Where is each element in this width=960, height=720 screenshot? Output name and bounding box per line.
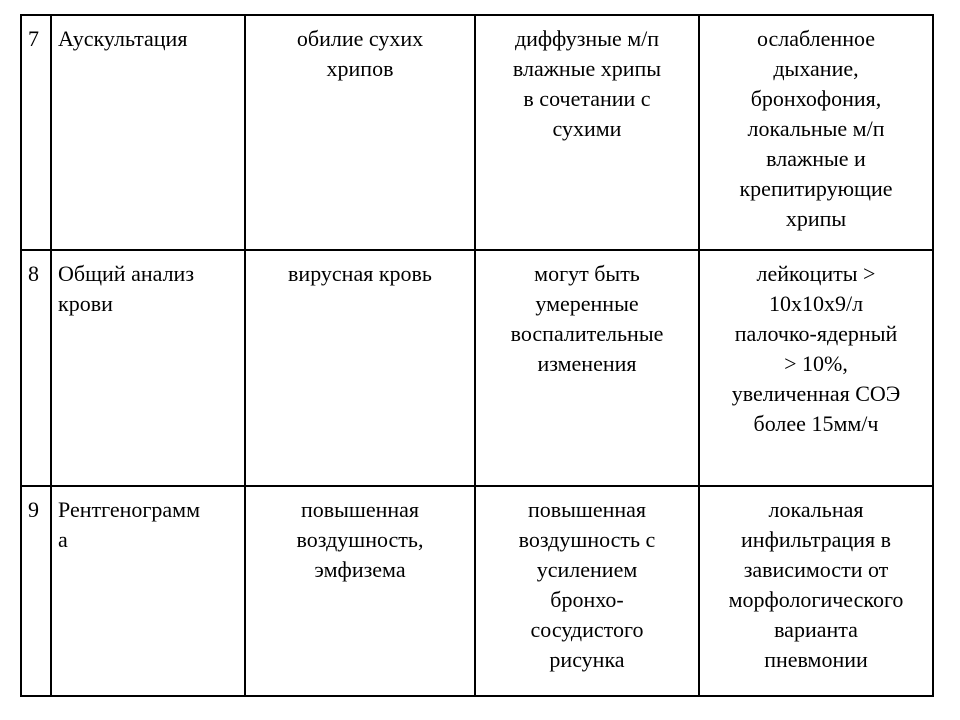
cell-column-c: лейкоциты > 10х10х9/л палочко-ядерный > 10%, увеличенная СОЭ более 15мм/ч [699,250,933,486]
row-criterion: Рентгенограмм а [51,486,245,696]
cell-column-b: могут быть умеренные воспалительные изменения [475,250,699,486]
cell-column-c: ослабленное дыхание, бронхофония, локальные м/п влажные и крепитирующие хрипы [699,15,933,250]
cell-column-a: повышенная воздушность, эмфизема [245,486,475,696]
row-criterion: Общий анализ крови [51,250,245,486]
cell-column-c: локальная инфильтрация в зависимости от морфологического варианта пневмонии [699,486,933,696]
cell-column-a: вирусная кровь [245,250,475,486]
cell-column-a: обилие сухих хрипов [245,15,475,250]
table-row-auscultation [21,15,933,250]
row-number: 9 [21,486,51,696]
table-row-xray [21,486,933,696]
cell-column-b: диффузные м/п влажные хрипы в сочетании с сухими [475,15,699,250]
row-number: 7 [21,15,51,250]
row-number: 8 [21,250,51,486]
cell-column-b: повышенная воздушность с усилением бронхо- сосудистого рисунка [475,486,699,696]
comparison-table [20,14,934,697]
row-criterion: Аускультация [51,15,245,250]
table-row-blood-test [21,250,933,486]
